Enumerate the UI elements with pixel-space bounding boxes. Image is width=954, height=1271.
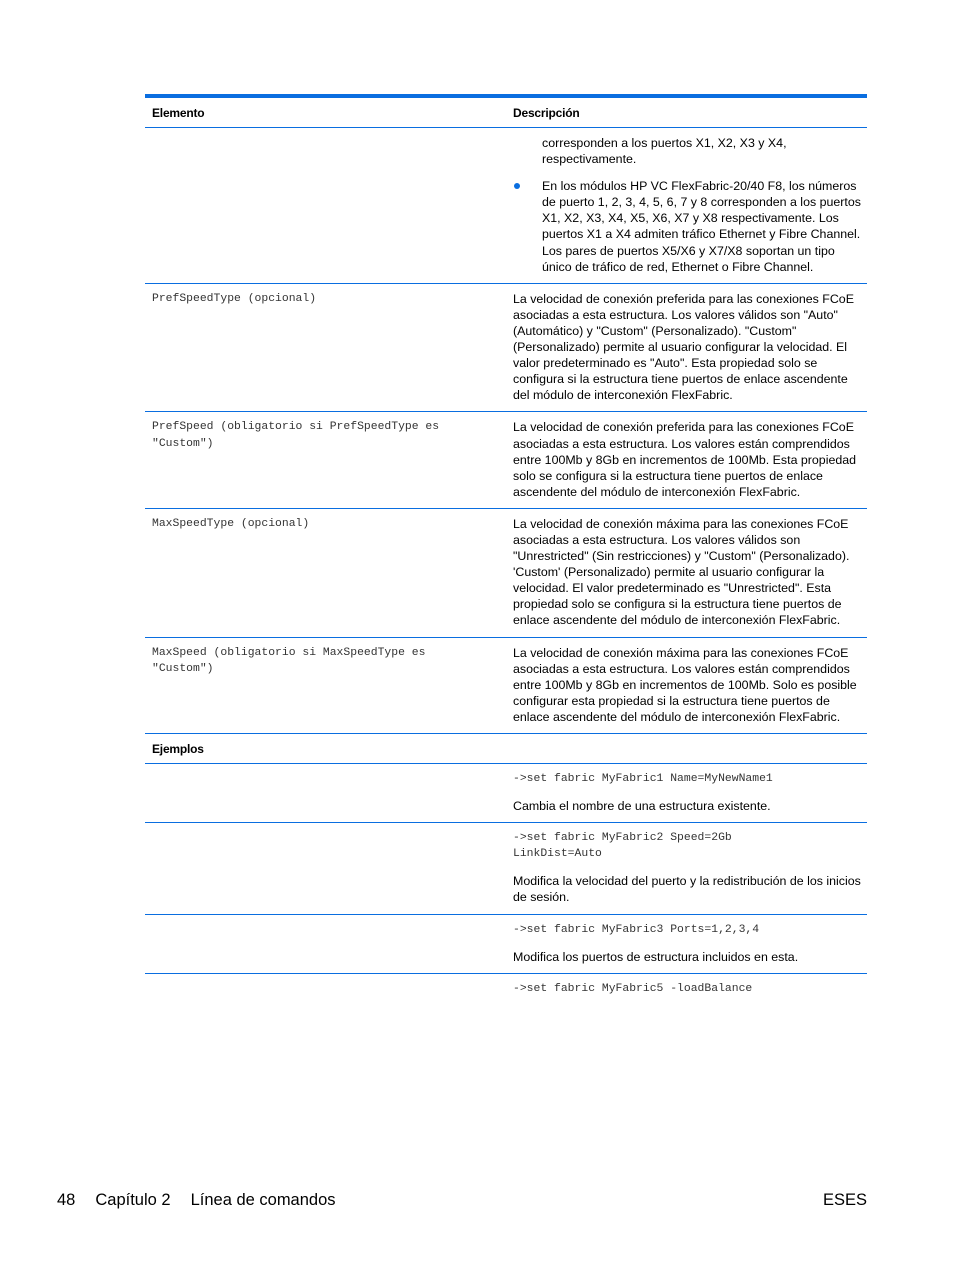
example-description: Cambia el nombre de una estructura existente.: [513, 799, 771, 814]
element-cell: PrefSpeedType (opcional): [152, 292, 317, 305]
element-cell: MaxSpeed (obligatorio si MaxSpeedType es "Custom"): [152, 646, 426, 675]
page-number: 48: [57, 1191, 76, 1209]
table-header: [145, 98, 867, 128]
table-row-continuation: [145, 128, 867, 284]
description-cell: La velocidad de conexión máxima para las conexiones FCoE asociadas a esta estructura. Los valores válidos son "Unrestricted" (Sin restricciones) y "Custom" (Personalizado). 'Custom' (Personalizado) permite al usuario configurar la velocidad. El valor predeterminado es "Unrestricted". Esta propiedad solo se configura si la estructura tiene puertos de enlace ascendente del módulo de interconexión FlexFabric.: [513, 516, 850, 628]
locale-code: ESES: [822, 1191, 867, 1209]
example-row: [145, 823, 867, 914]
example-description: Modifica la velocidad del puerto y la redistribución de los inicios de sesión.: [513, 874, 861, 905]
element-cell-empty: [145, 128, 506, 283]
page-footer: [57, 1191, 867, 1210]
header-description: Descripción: [513, 105, 580, 120]
examples-heading-row: [145, 734, 867, 764]
chapter-title: Línea de comandos: [190, 1191, 336, 1209]
header-element: Elemento: [152, 105, 205, 120]
bullet-text: En los módulos HP VC FlexFabric-20/40 F8, los números de puerto 1, 2, 3, 4, 5, 6, 7 y 8 corresponden a los puertos X1, X2, X3, X4, X5, X6, X7 y X8 respectivamente. Los puertos X1 a X4 admiten tráfico Ethernet y Fibre Channel. Los pares de puertos X5/X6 y X7/X8 soportan un tipo único de tráfico de red, Ethernet o Fibre Channel.: [542, 179, 861, 274]
example-description: Modifica los puertos de estructura incluidos en esta.: [513, 949, 799, 964]
table-row: [145, 509, 867, 638]
continuation-text: [513, 135, 861, 167]
description-cell: La velocidad de conexión preferida para las conexiones FCoE asociadas a esta estructura. Los valores válidos son "Auto" (Automático) y "Custom" (Personalizado). "Custom" (Personalizado) permite al usuario configurar la velocidad. El valor predeterminado es "Auto". Esta propiedad solo se configura si la estructura tiene puertos de enlace ascendente del módulo de interconexión FlexFabric.: [513, 291, 854, 403]
continuation-line-2: respectivamente.: [542, 152, 637, 167]
bullet-icon: [514, 183, 520, 189]
example-command: ->set fabric MyFabric2 Speed=2Gb LinkDist=Auto: [513, 832, 732, 861]
element-cell: MaxSpeedType (opcional): [152, 517, 310, 530]
table-row: [145, 284, 867, 413]
description-cell: [506, 128, 867, 283]
element-cell: PrefSpeed (obligatorio si PrefSpeedType es "Custom"): [152, 421, 440, 450]
examples-label: Ejemplos: [152, 741, 204, 756]
example-command: ->set fabric MyFabric5 -loadBalance: [513, 982, 753, 995]
description-cell: La velocidad de conexión preferida para las conexiones FCoE asociadas a esta estructura. Los valores están comprendidos entre 100Mb y 8Gb en incrementos de 100Mb. Esta propiedad solo se configura si la estructura tiene puertos de enlace ascendente del módulo de interconexión FlexFabric.: [513, 420, 857, 499]
footer-left: [57, 1191, 356, 1210]
example-command: ->set fabric MyFabric3 Ports=1,2,3,4: [513, 923, 760, 936]
description-cell: La velocidad de conexión máxima para las conexiones FCoE asociadas a esta estructura. Los valores están comprendidos entre 100Mb y 8Gb en incrementos de 100Mb. Solo es posible configurar esta propiedad si la estructura tiene puertos de enlace ascendente del módulo de interconexión FlexFabric.: [513, 645, 857, 724]
parameter-table: [145, 94, 867, 1005]
bullet-item: [513, 178, 861, 275]
chapter-label: Capítulo 2: [95, 1191, 171, 1209]
example-row: [145, 974, 867, 1005]
continuation-line-1: corresponden a los puertos X1, X2, X3 y X4,: [542, 136, 787, 150]
example-row: [145, 764, 867, 823]
example-row: [145, 915, 867, 974]
table-row: [145, 638, 867, 734]
example-command: ->set fabric MyFabric1 Name=MyNewName1: [513, 773, 773, 785]
table-row: [145, 412, 867, 508]
